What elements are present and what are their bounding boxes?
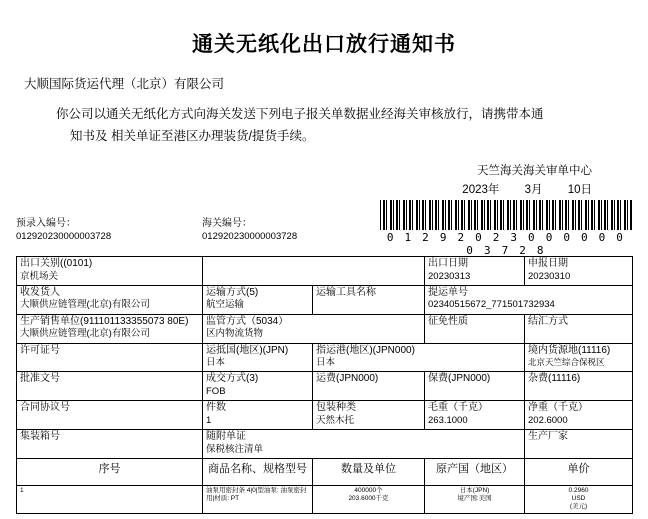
- issuer-name: 天竺海关海关审单中心: [477, 164, 592, 177]
- dest-port-value: 日本: [316, 357, 336, 369]
- package-value: 天然木托: [316, 414, 355, 426]
- col-header-price: 单价: [525, 458, 633, 485]
- container-label: 集装箱号: [20, 431, 60, 443]
- cell-attachments: [203, 430, 525, 459]
- waybill-value: 02340515672_771501732934: [428, 299, 555, 311]
- col-header-qty: 数量及单位: [313, 458, 425, 485]
- goods-no-value: 1: [20, 486, 24, 494]
- issue-day: 10日: [567, 184, 592, 197]
- cell-shipper: [17, 285, 203, 314]
- net-weight-value: 202.6000: [528, 414, 568, 426]
- producer-value: 大顺供应链管理(北京)有限公司: [20, 328, 150, 340]
- cell-container: [17, 430, 203, 459]
- declaration-table: [16, 256, 633, 514]
- net-weight-label: 净重（千克）: [528, 402, 588, 414]
- attachments-value: 保税核注清单: [206, 443, 264, 455]
- document-page: [0, 28, 648, 519]
- terms-label: 成交方式(3): [206, 373, 259, 385]
- attachments-label: 随附单证: [206, 431, 246, 443]
- cell-freight: [313, 372, 425, 401]
- notice-line-2: 知书及 相关单证至港区办理装货/提货手续。: [70, 128, 315, 143]
- cell-declare-date: [525, 257, 633, 286]
- insurance-label: 保费(JPN000): [428, 373, 491, 385]
- goods-currency-line1: USD: [571, 495, 586, 503]
- issue-date: [16, 181, 592, 201]
- cell-dest-port: [313, 343, 525, 372]
- cell-license: [17, 343, 203, 372]
- cell-approval: [17, 372, 203, 401]
- preentry-label: 预录入编号：: [16, 218, 76, 229]
- cell-net-weight: [525, 401, 633, 430]
- license-label: 许可证号: [20, 344, 60, 356]
- goods-qty: [313, 485, 425, 513]
- producer-label: 生产销售单位(911101133355073 80E): [20, 315, 189, 327]
- table-row: [17, 257, 633, 286]
- cell-producer: [17, 314, 203, 343]
- notice-body: [16, 104, 632, 148]
- transport-name-label: 运输工具名称: [316, 286, 376, 298]
- cell-settle: [525, 314, 633, 343]
- manufacturer-label: 生产厂家: [528, 431, 568, 443]
- declare-date-label: 申报日期: [528, 258, 568, 269]
- notice-line-1: 你公司以通关无纸化方式向海关发送下列电子报关单数据业经海关审核放行，请携带本通: [56, 107, 544, 121]
- shipper-label: 收发货人: [20, 286, 60, 298]
- col-header-origin: 原产国（地区）: [425, 458, 525, 485]
- cell-misc: [525, 372, 633, 401]
- col-header-no: 序号: [17, 458, 203, 485]
- cell-package: [313, 401, 425, 430]
- levy-label: 征免性质: [428, 315, 468, 327]
- goods-row: [17, 485, 633, 513]
- waybill-label: 提运单号: [428, 286, 468, 298]
- issue-month: 3月: [524, 184, 543, 197]
- settle-label: 结汇方式: [528, 315, 568, 327]
- pieces-value: 1: [206, 414, 212, 426]
- cell-waybill: [425, 285, 633, 314]
- goods-origin-line2: 境产国:美国: [457, 495, 492, 503]
- col-header-desc: 商品名称、规格型号: [203, 458, 313, 485]
- supervise-value: 区内物流货物: [206, 328, 264, 340]
- cell-terms: [203, 372, 313, 401]
- goods-header-row: [17, 458, 633, 485]
- domestic-source-label: 境内货源地(11116): [528, 344, 611, 356]
- cell-levy: [425, 314, 525, 343]
- goods-no: [17, 485, 203, 513]
- cell-supervise: [203, 314, 425, 343]
- transport-mode-label: 运输方式(5): [206, 286, 259, 298]
- gross-weight-label: 毛重（千克）: [428, 402, 488, 414]
- preentry-value: 012920230000003728: [16, 230, 112, 242]
- preentry-block: [16, 218, 202, 243]
- freight-label: 运费(JPN000): [316, 373, 379, 385]
- cell-transport-mode: [203, 285, 313, 314]
- table-row: [17, 372, 633, 401]
- page-title: 通关无纸化出口放行通知书: [192, 32, 456, 56]
- goods-qty-line2: 203.6000千克: [348, 495, 389, 503]
- goods-desc-value: 油泵用密封条 4|0|型油泵: 油泵密封用|材质: PT: [206, 486, 307, 503]
- table-row: [17, 401, 633, 430]
- cell-gross-weight: [425, 401, 525, 430]
- declare-date-value: 20230310: [528, 270, 571, 282]
- customs-no-label: 海关编号：: [202, 218, 252, 229]
- export-date-value: 20230313: [428, 270, 471, 282]
- pieces-label: 件数: [206, 402, 226, 414]
- transport-mode-value: 航空运输: [206, 299, 245, 311]
- goods-price-currency: [525, 485, 633, 513]
- export-date-label: 出口日期: [428, 258, 468, 269]
- table-row: [17, 314, 633, 343]
- terms-value: FOB: [206, 385, 226, 397]
- goods-desc: [203, 485, 313, 513]
- cell-dest-country: [203, 343, 313, 372]
- table-row: [17, 285, 633, 314]
- cell-manufacturer: [525, 430, 633, 459]
- company-name: 大顺国际货运代理（北京）有限公司: [24, 77, 225, 91]
- goods-qty-line1: 400000个: [354, 486, 383, 494]
- cell-export-blank: [203, 257, 425, 286]
- goods-price-value: 0.2960: [568, 486, 589, 494]
- dest-country-value: 日本: [206, 357, 226, 369]
- package-label: 包装种类: [316, 402, 356, 414]
- goods-origin-line1: 日本(JPN): [459, 486, 490, 494]
- export-port-value: 京机场关: [20, 270, 59, 282]
- table-row: [17, 430, 633, 459]
- misc-label: 杂费(11116): [528, 373, 581, 385]
- domestic-source-value: 北京天竺综合保税区: [528, 357, 605, 368]
- customs-no-value: 012920230000003728: [202, 230, 298, 242]
- cell-contract: [17, 401, 203, 430]
- cell-insurance: [425, 372, 525, 401]
- gross-weight-value: 263.1000: [428, 414, 468, 426]
- shipper-value: 大顺供应链管理(北京)有限公司: [20, 299, 150, 311]
- goods-currency-line2: (美元): [569, 503, 588, 511]
- issue-year: 2023年: [462, 184, 500, 197]
- contract-label: 合同协议号: [20, 402, 70, 414]
- dest-port-label: 指运港(地区)(JPN000): [316, 344, 415, 356]
- issuer-block: [16, 162, 632, 201]
- cell-pieces: [203, 401, 313, 430]
- approval-label: 批准文号: [20, 373, 60, 385]
- export-port-label: 出口关别((0101): [20, 258, 93, 269]
- cell-export-port: [17, 257, 203, 286]
- goods-origin: [425, 485, 525, 513]
- customs-no-block: [202, 218, 388, 243]
- cell-export-date: [425, 257, 525, 286]
- supervise-label: 监管方式（5034）: [206, 315, 289, 327]
- pre-table-row: [16, 218, 632, 243]
- table-row: [17, 343, 633, 372]
- cell-domestic-source: [525, 343, 633, 372]
- barcode-number: 0 1 2 9 2 0 2 3 0 0 0 0 0 0 0 3 7 2 8: [386, 231, 626, 257]
- cell-transport-name: [313, 285, 425, 314]
- dest-country-label: 运抵国(地区)(JPN): [206, 344, 289, 356]
